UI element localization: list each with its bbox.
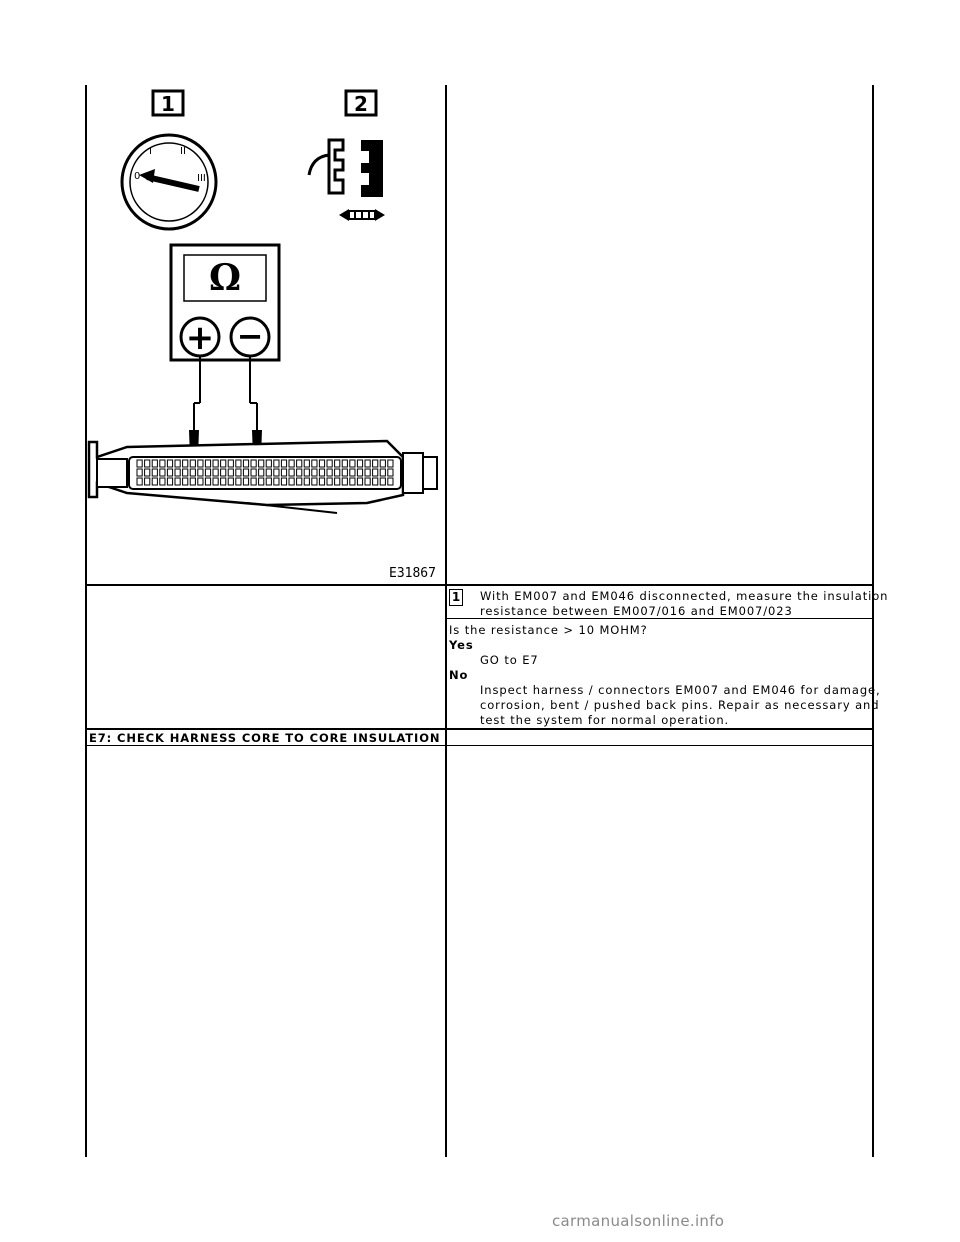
callout-label-1: 1 (161, 92, 175, 116)
ecu-pin (236, 478, 241, 485)
table-middle-border (445, 85, 447, 1157)
ecu-pin (221, 460, 226, 467)
ecu-pin (274, 478, 279, 485)
ecu-pin (266, 460, 271, 467)
ecu-pin (373, 460, 378, 467)
ecu-pin (145, 469, 150, 476)
ignition-mark-3: III (197, 173, 206, 184)
ohm-symbol: Ω (208, 257, 242, 299)
ecu-pin (259, 478, 264, 485)
ecu-pin (289, 478, 294, 485)
ecu-pin (319, 469, 324, 476)
ecu-pin (190, 469, 195, 476)
ecu-pin (380, 469, 385, 476)
ecu-pin (266, 469, 271, 476)
ecu-pin (137, 478, 142, 485)
ecu-pin (183, 469, 188, 476)
ecu-pin (213, 478, 218, 485)
ecu-pin (297, 478, 302, 485)
ignition-switch-icon (122, 135, 216, 229)
ecu-pin (319, 460, 324, 467)
ecu-pin (297, 469, 302, 476)
ecu-connector-icon (89, 441, 437, 513)
ecu-pin (243, 460, 248, 467)
row-divider-question-bottom (85, 728, 874, 730)
ecu-pin (236, 469, 241, 476)
ecu-pin (342, 460, 347, 467)
ecu-pin (388, 478, 393, 485)
ecu-pin (312, 478, 317, 485)
ecu-pin (266, 478, 271, 485)
ecu-pin (175, 478, 180, 485)
ecu-pin (281, 478, 286, 485)
ecu-pin (335, 460, 340, 467)
no-action-line-1: Inspect harness / connectors EM007 and EM046 for damage, (480, 683, 881, 697)
ecu-pin (312, 460, 317, 467)
ecu-pin (312, 469, 317, 476)
ecu-pin (160, 478, 165, 485)
ecu-pin (304, 460, 309, 467)
ecu-pin (365, 460, 370, 467)
no-action-line-2: corrosion, bent / pushed back pins. Repair as necessary and (480, 698, 880, 712)
ecu-pin (388, 460, 393, 467)
ecu-pin (274, 460, 279, 467)
ecu-pin (281, 460, 286, 467)
ecu-pin (357, 460, 362, 467)
table-right-border (872, 85, 874, 1157)
section-heading: E7: CHECK HARNESS CORE TO CORE INSULATION (89, 731, 441, 745)
ecu-pin (373, 469, 378, 476)
ecu-pin (327, 469, 332, 476)
ecu-pin (388, 469, 393, 476)
ecu-pin (335, 469, 340, 476)
ecu-pin (304, 478, 309, 485)
ecu-pin (236, 460, 241, 467)
ignition-mark-0: 0 (134, 171, 141, 182)
ecu-pin (213, 460, 218, 467)
ecu-pin (380, 460, 385, 467)
ecu-pin (365, 469, 370, 476)
no-action-line-3: test the system for normal operation. (480, 713, 730, 727)
minus-symbol: − (236, 317, 264, 355)
ecu-pin (190, 478, 195, 485)
ecu-pin (205, 460, 210, 467)
step-instruction-line-1: With EM007 and EM046 disconnected, measure the insulation (480, 589, 889, 603)
ecu-pin (137, 460, 142, 467)
test-diagram (87, 85, 445, 585)
step-instruction-line-2: resistance between EM007/016 and EM007/023 (480, 604, 793, 618)
ecu-pin (365, 478, 370, 485)
ecu-pin (251, 469, 256, 476)
ecu-pin (198, 460, 203, 467)
ecu-pin (251, 460, 256, 467)
ecu-pin (342, 478, 347, 485)
multimeter-icon (171, 245, 279, 465)
ecu-pin (167, 460, 172, 467)
yes-label: Yes (449, 638, 474, 652)
ecu-pin (145, 478, 150, 485)
ecu-pin (342, 469, 347, 476)
ecu-pin (228, 469, 233, 476)
ecu-pin (243, 478, 248, 485)
ecu-pin (183, 460, 188, 467)
ecu-pin (259, 460, 264, 467)
ecu-pin (327, 460, 332, 467)
ecu-pin (380, 478, 385, 485)
ecu-pin (152, 469, 157, 476)
ecu-pin (160, 460, 165, 467)
ecu-pin (221, 478, 226, 485)
ecu-pin (297, 460, 302, 467)
step-number: 1 (449, 589, 463, 606)
ecu-pin (205, 469, 210, 476)
ecu-pin (175, 469, 180, 476)
ecu-pin (274, 469, 279, 476)
ignition-mark-2: II (180, 146, 186, 157)
ecu-pin (289, 469, 294, 476)
ecu-pin (198, 469, 203, 476)
ecu-pin (221, 469, 226, 476)
ecu-pin (319, 478, 324, 485)
ecu-pin (160, 469, 165, 476)
ecu-pin (350, 460, 355, 467)
ecu-pin (357, 469, 362, 476)
ecu-pin (373, 478, 378, 485)
ecu-pin (213, 469, 218, 476)
callout-label-2: 2 (354, 92, 368, 116)
ecu-pin (198, 478, 203, 485)
connector-disconnect-icon (309, 140, 385, 221)
ecu-pin (350, 469, 355, 476)
ecu-pin (350, 478, 355, 485)
question-text: Is the resistance > 10 MOHM? (449, 623, 648, 637)
ecu-pin (304, 469, 309, 476)
ecu-pin (167, 469, 172, 476)
ecu-pin (152, 460, 157, 467)
ecu-pin (243, 469, 248, 476)
ecu-pin (357, 478, 362, 485)
figure-code: E31867 (389, 566, 436, 581)
ecu-pin (228, 478, 233, 485)
ecu-pin (289, 460, 294, 467)
ecu-pin (259, 469, 264, 476)
watermark: carmanualsonline.info (552, 1212, 725, 1230)
ecu-pin (152, 478, 157, 485)
ecu-pin (137, 469, 142, 476)
ecu-pin (281, 469, 286, 476)
ecu-pin (183, 478, 188, 485)
ecu-pin (205, 478, 210, 485)
ecu-pin (251, 478, 256, 485)
yes-action: GO to E7 (480, 653, 539, 667)
ecu-pin (145, 460, 150, 467)
plus-symbol: + (185, 318, 215, 358)
ecu-pin (335, 478, 340, 485)
ecu-pin (167, 478, 172, 485)
ecu-pin (190, 460, 195, 467)
ecu-pin (228, 460, 233, 467)
ecu-pin (327, 478, 332, 485)
ecu-pin (175, 460, 180, 467)
no-label: No (449, 668, 469, 682)
ignition-mark-1: I (149, 146, 152, 157)
